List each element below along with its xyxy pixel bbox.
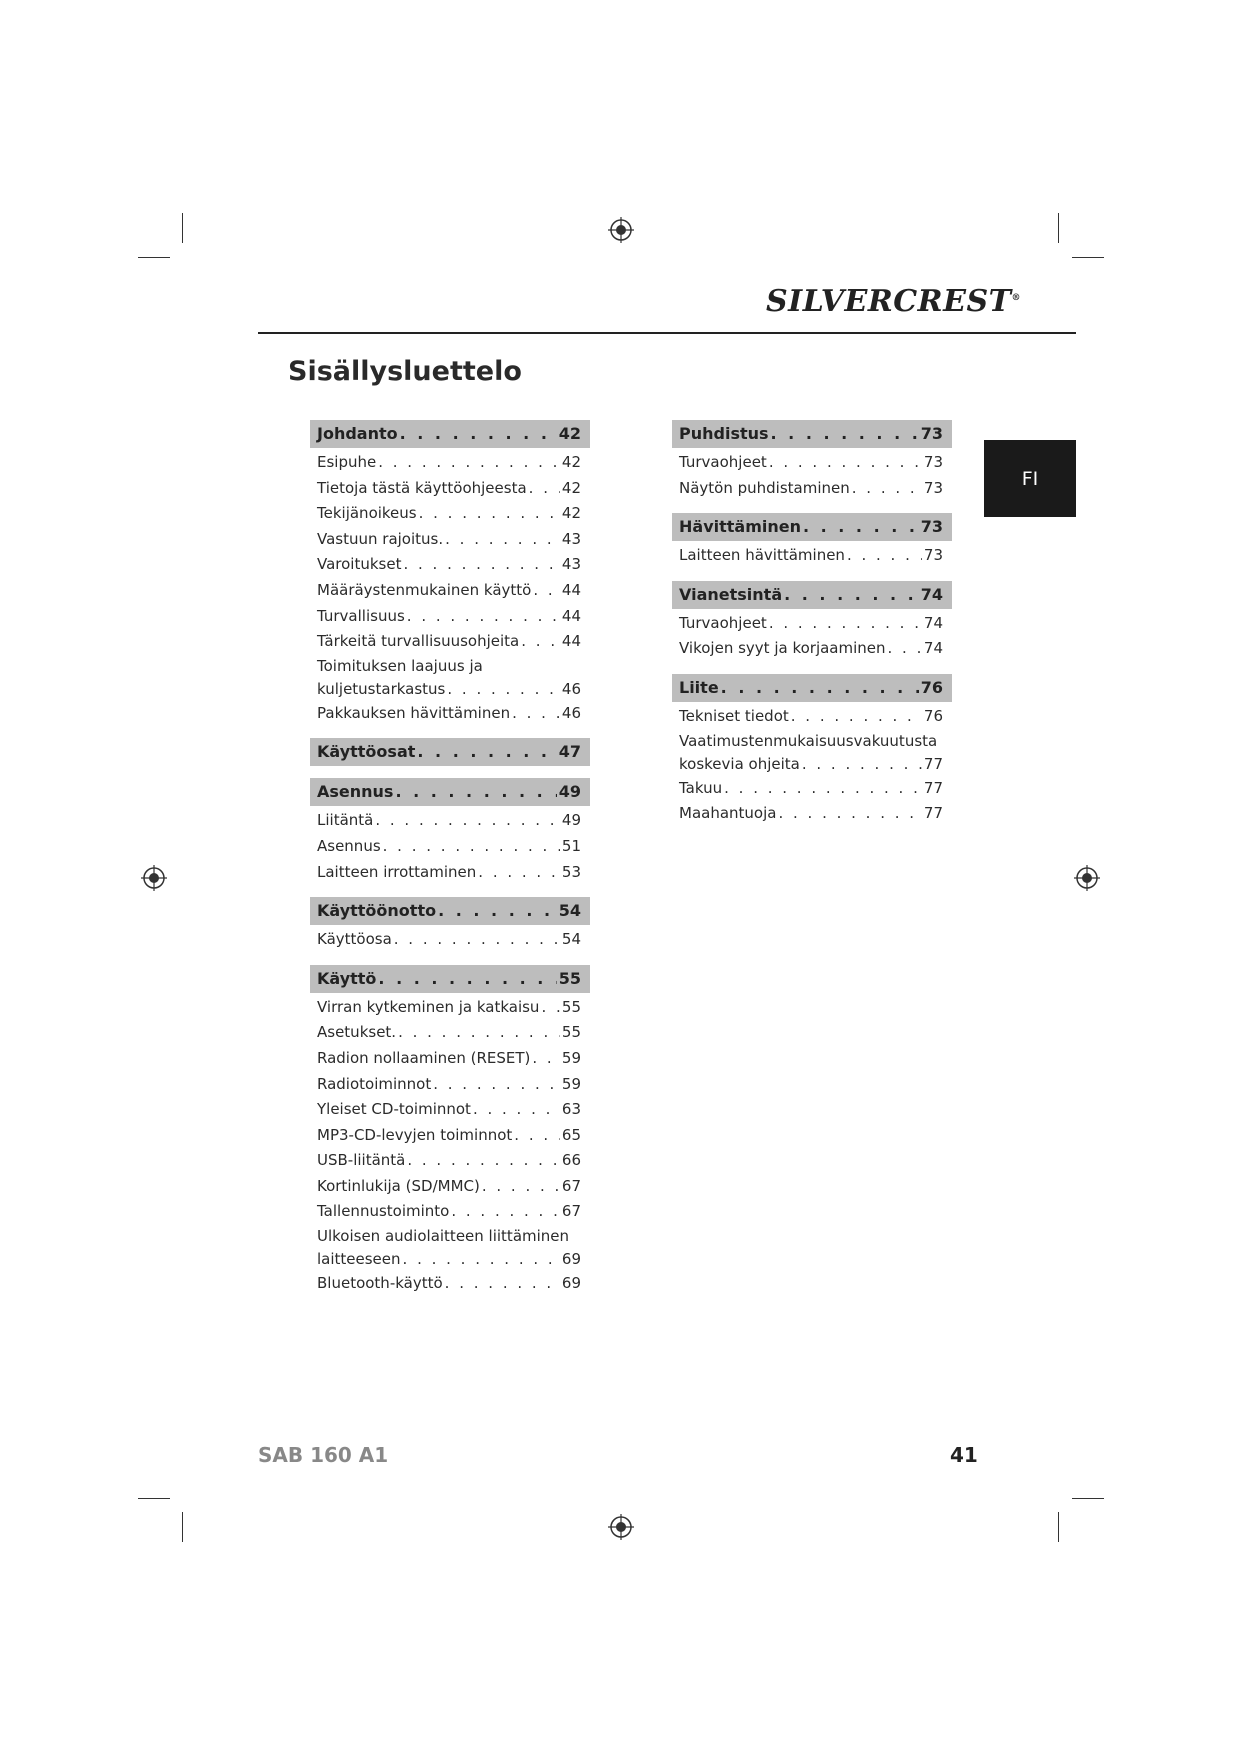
section-title: Asennus — [317, 782, 394, 802]
crop-mark — [182, 213, 183, 243]
header-rule — [258, 332, 1076, 334]
entry-label: Tietoja tästä käyttöohjeesta — [317, 478, 527, 497]
entry-page-number: 43 — [561, 555, 581, 574]
dot-leader — [395, 778, 556, 806]
toc-entry[interactable] — [672, 636, 952, 662]
dot-leader — [521, 629, 560, 655]
toc-entry[interactable] — [310, 655, 590, 701]
entry-page-number: 44 — [561, 580, 581, 599]
toc-entry[interactable] — [310, 1225, 590, 1271]
dot-leader — [847, 543, 922, 569]
toc-entry[interactable] — [310, 1123, 590, 1149]
entry-page-number: 63 — [561, 1100, 581, 1119]
dot-leader — [769, 611, 922, 637]
dot-leader — [803, 513, 919, 541]
toc-section-heading[interactable] — [310, 778, 590, 806]
entry-page-number: 43 — [561, 529, 581, 548]
entry-page-number: 53 — [561, 862, 581, 881]
dot-leader — [447, 678, 560, 701]
toc-entry[interactable] — [310, 629, 590, 655]
toc-entry[interactable] — [672, 801, 952, 827]
entry-page-number: 73 — [923, 453, 943, 471]
entry-page-number: 59 — [561, 1048, 581, 1067]
section-title: Johdanto — [317, 424, 398, 443]
entry-page-number: 77 — [923, 804, 943, 823]
dot-leader — [802, 753, 922, 776]
entry-page-number: 59 — [561, 1074, 581, 1093]
toc-entry-line — [679, 730, 943, 753]
entry-label: Asetukset. — [317, 1023, 397, 1042]
toc-entry[interactable] — [672, 704, 952, 730]
entry-label: Maahantuoja — [679, 804, 777, 823]
toc-entry[interactable] — [310, 476, 590, 502]
section-title: Hävittäminen — [679, 517, 801, 537]
dot-leader — [473, 1097, 560, 1123]
dot-leader — [532, 1046, 560, 1072]
entry-page-number: 55 — [561, 1023, 581, 1042]
dot-leader — [438, 897, 557, 925]
entry-label-continued: koskevia ohjeita — [679, 754, 800, 773]
toc-entry[interactable] — [310, 995, 590, 1021]
entry-page-number: 73 — [923, 546, 943, 565]
entry-page-number: 67 — [561, 1176, 581, 1195]
dot-leader — [721, 674, 919, 702]
dot-leader — [724, 776, 922, 802]
toc-entry-line — [317, 655, 581, 678]
entry-label: MP3-CD-levyjen toiminnot — [317, 1125, 513, 1144]
entry-page-number: 66 — [561, 1151, 581, 1170]
dot-leader — [784, 581, 919, 609]
entry-label: Laitteen irrottaminen — [317, 862, 477, 881]
dot-leader — [778, 801, 921, 827]
crop-mark — [1072, 257, 1104, 258]
dot-leader — [541, 995, 559, 1021]
entry-label: Turvallisuus — [317, 606, 405, 625]
toc-entry[interactable] — [310, 501, 590, 527]
dot-leader — [791, 704, 922, 730]
section-page-number: 49 — [558, 782, 581, 802]
entry-label: Pakkauksen hävittäminen — [317, 703, 511, 722]
entry-page-number: 55 — [561, 997, 581, 1016]
section-page-number: 42 — [558, 424, 581, 443]
entry-page-number: 42 — [561, 504, 581, 523]
page-title: Sisällysluettelo — [288, 356, 522, 387]
entry-page-number: 46 — [561, 679, 581, 698]
entry-label: Turvaohjeet — [679, 453, 767, 471]
entry-label: Vaatimustenmukaisuusvakuutusta — [679, 731, 938, 750]
section-title: Puhdistus — [679, 424, 769, 443]
section-page-number: 47 — [558, 742, 581, 762]
entry-label: Vikojen syyt ja korjaaminen — [679, 639, 886, 658]
dot-leader — [407, 604, 560, 630]
entry-page-number: 65 — [561, 1125, 581, 1144]
section-title: Käyttö — [317, 968, 377, 988]
dot-leader — [888, 636, 922, 662]
dot-leader — [398, 1020, 560, 1046]
toc-entry[interactable] — [672, 730, 952, 776]
crop-mark — [1058, 213, 1059, 243]
section-title: Käyttöosat — [317, 742, 416, 762]
section-page-number: 76 — [920, 677, 943, 697]
entry-label: Ulkoisen audiolaitteen liittäminen — [317, 1227, 570, 1246]
crop-mark — [138, 257, 170, 258]
dot-leader — [407, 1148, 560, 1174]
toc-section-heading[interactable] — [310, 965, 590, 993]
footer-page-number: 41 — [950, 1443, 978, 1467]
toc-section-heading[interactable] — [672, 420, 952, 448]
dot-leader — [445, 527, 560, 553]
dot-leader — [403, 1248, 560, 1271]
toc-entry-line — [679, 753, 943, 776]
entry-page-number: 69 — [561, 1250, 581, 1269]
entry-label: Yleiset CD-toiminnot — [317, 1100, 471, 1119]
brand-logo — [766, 284, 1021, 324]
toc-entry[interactable] — [310, 1148, 590, 1174]
section-page-number: 73 — [920, 424, 943, 443]
footer-model: SAB 160 A1 — [258, 1443, 389, 1467]
toc-entry[interactable] — [310, 450, 590, 476]
entry-label: Käyttöosa — [317, 930, 392, 949]
toc-entry[interactable] — [310, 808, 590, 834]
entry-label: Virran kytkeminen ja katkaisu — [317, 997, 540, 1016]
entry-label: Näytön puhdistaminen — [679, 478, 850, 497]
entry-page-number: 76 — [923, 706, 943, 725]
toc-entry[interactable] — [672, 776, 952, 802]
registration-mark-icon — [606, 1512, 636, 1542]
entry-page-number: 44 — [561, 606, 581, 625]
toc-entry[interactable] — [310, 1199, 590, 1225]
registration-mark-icon — [606, 215, 636, 245]
entry-label: Laitteen hävittäminen — [679, 546, 845, 565]
entry-label: Toimituksen laajuus ja — [317, 656, 483, 675]
dot-leader — [533, 578, 560, 604]
registered-mark: ® — [1011, 293, 1021, 303]
entry-label: Varoitukset — [317, 555, 402, 574]
toc-entry[interactable] — [310, 1072, 590, 1098]
section-page-number: 54 — [558, 901, 581, 921]
section-title: Liite — [679, 677, 719, 697]
section-title: Vianetsintä — [679, 584, 783, 604]
entry-label: Esipuhe — [317, 453, 377, 471]
toc-section-heading[interactable] — [310, 897, 590, 925]
toc-entry-line — [317, 678, 581, 701]
toc-entry[interactable] — [310, 834, 590, 860]
dot-leader — [529, 476, 560, 502]
entry-label: Asennus — [317, 836, 381, 855]
entry-label: Määräystenmukainen käyttö — [317, 580, 532, 599]
toc-entry[interactable] — [310, 701, 590, 727]
toc-section-heading[interactable] — [310, 738, 590, 766]
dot-leader — [769, 450, 922, 476]
toc-entry[interactable] — [672, 476, 952, 502]
dot-leader — [852, 476, 922, 502]
toc-entry[interactable] — [672, 450, 952, 476]
dot-leader — [451, 1199, 560, 1225]
entry-page-number: 69 — [561, 1274, 581, 1293]
brand-name: SILVERCREST — [766, 284, 1012, 319]
crop-mark — [138, 1498, 170, 1499]
entry-label: Tekniset tiedot — [679, 706, 789, 725]
section-page-number: 74 — [920, 584, 943, 604]
entry-page-number: 44 — [561, 632, 581, 651]
entry-label: Liitäntä — [317, 811, 374, 830]
toc-right-column — [672, 420, 952, 827]
entry-page-number: 46 — [561, 703, 581, 722]
dot-leader — [383, 834, 560, 860]
toc-entry[interactable] — [672, 543, 952, 569]
entry-label: Takuu — [679, 778, 723, 797]
language-tab — [984, 440, 1076, 517]
entry-page-number: 54 — [561, 930, 581, 949]
toc-entry-line — [317, 1248, 581, 1271]
entry-label: Tärkeitä turvallisuusohjeita — [317, 632, 520, 651]
dot-leader — [375, 808, 560, 834]
entry-label: USB-liitäntä — [317, 1151, 406, 1170]
registration-mark-icon — [1072, 863, 1102, 893]
section-title: Käyttöönotto — [317, 901, 437, 921]
toc-entry-line — [317, 1225, 581, 1248]
dot-leader — [478, 860, 560, 886]
entry-label: Tekijänoikeus — [317, 504, 417, 523]
entry-label: Kortinlukija (SD/MMC) — [317, 1176, 480, 1195]
entry-label-continued: laitteeseen — [317, 1250, 401, 1269]
dot-leader — [400, 420, 557, 448]
entry-page-number: 74 — [923, 613, 943, 632]
dot-leader — [445, 1271, 560, 1297]
toc-entry[interactable] — [310, 527, 590, 553]
entry-label: Vastuun rajoitus. — [317, 529, 444, 548]
registration-mark-icon — [139, 863, 169, 893]
dot-leader — [378, 450, 560, 476]
toc-section-heading[interactable] — [672, 674, 952, 702]
dot-leader — [403, 552, 559, 578]
crop-mark — [1058, 1512, 1059, 1542]
entry-label: Tallennustoiminto — [317, 1202, 450, 1221]
language-tab-label: FI — [1021, 467, 1039, 490]
entry-page-number: 67 — [561, 1202, 581, 1221]
toc-entry[interactable] — [310, 1271, 590, 1297]
entry-label-continued: kuljetustarkastus — [317, 679, 446, 698]
dot-leader — [771, 420, 919, 448]
toc-entry[interactable] — [310, 578, 590, 604]
entry-label: Radiotoiminnot — [317, 1074, 432, 1093]
toc-entry[interactable] — [310, 927, 590, 953]
entry-page-number: 42 — [561, 478, 581, 497]
entry-page-number: 51 — [561, 836, 581, 855]
dot-leader — [482, 1174, 560, 1200]
entry-page-number: 74 — [923, 639, 943, 658]
entry-page-number: 73 — [923, 478, 943, 497]
toc-entry[interactable] — [310, 552, 590, 578]
entry-label: Bluetooth-käyttö — [317, 1274, 443, 1293]
toc-section-heading[interactable] — [672, 513, 952, 541]
dot-leader — [433, 1072, 560, 1098]
section-page-number: 55 — [558, 968, 581, 988]
toc-section-heading[interactable] — [310, 420, 590, 448]
crop-mark — [182, 1512, 183, 1542]
toc-entry[interactable] — [310, 1046, 590, 1072]
toc-entry[interactable] — [672, 611, 952, 637]
dot-leader — [394, 927, 560, 953]
entry-page-number: 77 — [923, 778, 943, 797]
toc-entry[interactable] — [310, 860, 590, 886]
entry-label: Turvaohjeet — [679, 613, 767, 632]
toc-entry[interactable] — [310, 1020, 590, 1046]
toc-entry[interactable] — [310, 604, 590, 630]
toc-entry[interactable] — [310, 1174, 590, 1200]
entry-page-number: 49 — [561, 811, 581, 830]
dot-leader — [419, 501, 560, 527]
entry-page-number: 77 — [923, 754, 943, 773]
toc-left-column — [310, 420, 590, 1297]
dot-leader — [512, 701, 560, 727]
entry-page-number: 42 — [561, 453, 581, 471]
toc-section-heading[interactable] — [672, 581, 952, 609]
dot-leader — [417, 738, 556, 766]
dot-leader — [514, 1123, 560, 1149]
section-page-number: 73 — [920, 517, 943, 537]
toc-entry[interactable] — [310, 1097, 590, 1123]
entry-label: Radion nollaaminen (RESET) — [317, 1048, 531, 1067]
crop-mark — [1072, 1498, 1104, 1499]
dot-leader — [378, 965, 556, 993]
